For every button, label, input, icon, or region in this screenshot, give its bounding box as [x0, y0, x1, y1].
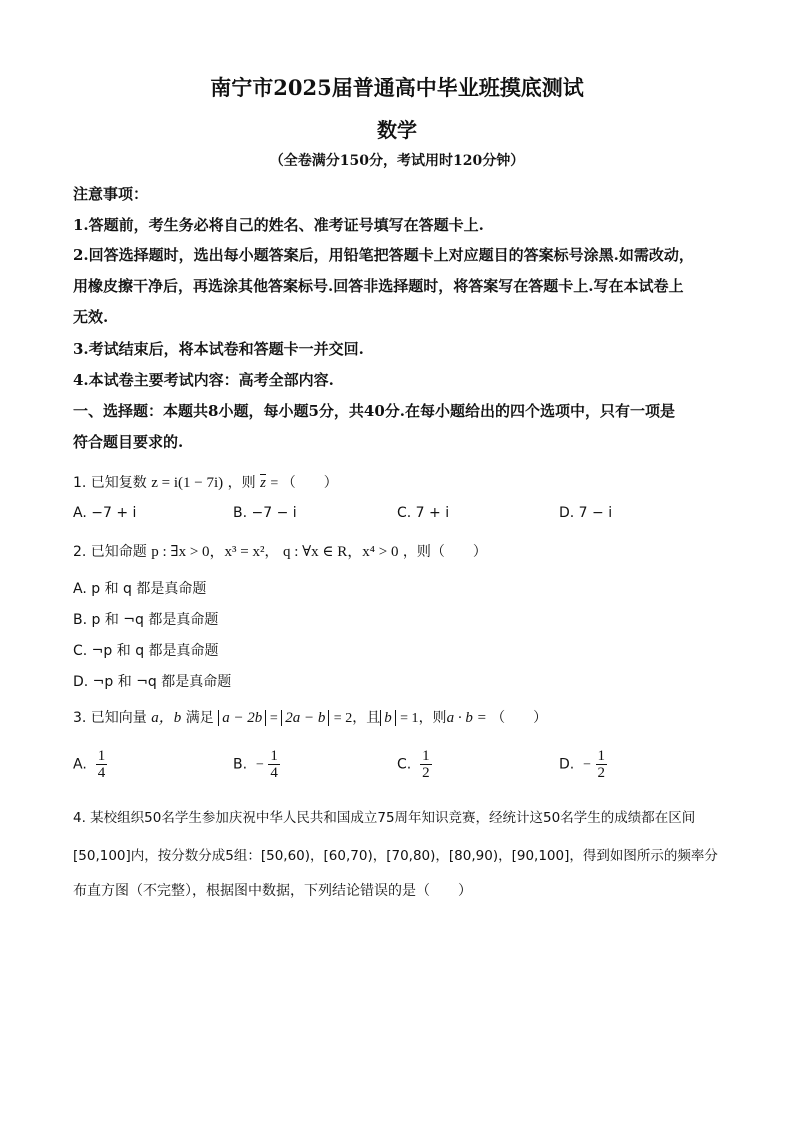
q3-vectors: a，b — [151, 710, 182, 726]
section-1-heading-line-2: 符合题目要求的. — [73, 433, 184, 451]
q3-option-a-fraction: $\frac{1}{4}$ — [97, 748, 106, 781]
notice-heading: 注意事项： — [73, 185, 149, 203]
q3-option-b: B. − $\frac{1}{4}$ — [233, 748, 278, 781]
q3-option-d: D. − $\frac{1}{2}$ — [559, 748, 605, 781]
q3-condition-1: a − 2b — [218, 710, 266, 726]
q1-expression: z = i(1 − 7i) — [151, 475, 224, 491]
q1-conjugate: z — [260, 475, 266, 491]
notice-item-1: 1.答题前，考生务必将自己的姓名、准考证号填写在答题卡上. — [73, 216, 484, 234]
question-1-stem: 1. 已知复数 z = i(1 − 7i) ，则 z = （ ） — [73, 475, 338, 491]
q1-option-c: C. 7 + i — [397, 505, 450, 521]
q3-condition-2: 2a − b — [281, 710, 329, 726]
notice-item-2-line-3: 无效. — [73, 308, 109, 326]
q3-option-c: C. $\frac{1}{2}$ — [397, 748, 430, 781]
question-2-stem: 2. 已知命题 p : ∃x > 0，x³ = x²， q : ∀x ∈ R，x⁴ > 0 ，则（ ） — [73, 544, 487, 560]
notice-item-2-line-2: 用橡皮擦干净后，再选涂其他答案标号.回答非选择题时，将答案写在答题卡上.写在本试卷上 — [73, 277, 684, 295]
question-4-line-2: [50,100]内，按分数分成5组：[50,60)，[60,70)，[70,80)，[80,90)，[90,100]，得到如图所示的频率分 — [73, 848, 718, 864]
question-4-line-1: 4. 某校组织50名学生参加庆祝中华人民共和国成立75周年知识竞赛，经统计这50名学生的成绩都在区间 — [73, 810, 696, 826]
exam-info: （全卷满分150分，考试用时120分钟） — [269, 153, 525, 169]
q2-option-c: C. ¬p 和 q 都是真命题 — [73, 643, 219, 659]
q3-option-d-fraction: $\frac{1}{2}$ — [597, 748, 605, 781]
q3-option-a: A. $\frac{1}{4}$ — [73, 748, 106, 781]
q2-option-b: B. p 和 ¬q 都是真命题 — [73, 612, 219, 628]
subject-title: 数学 — [377, 118, 417, 142]
q2-option-d: D. ¬p 和 ¬q 都是真命题 — [73, 674, 232, 690]
q2-proposition-p: p : ∃x > 0，x³ = x² — [151, 544, 265, 560]
q1-option-a: A. −7 + i — [73, 505, 137, 521]
q3-option-c-fraction: $\frac{1}{2}$ — [422, 748, 430, 781]
notice-item-3: 3.考试结束后，将本试卷和答题卡一并交回. — [73, 340, 364, 358]
q3-b-magnitude: b — [380, 710, 396, 726]
question-3-stem: 3. 已知向量 a，b 满足 a − 2b = 2a − b = 2，且 b = 1，则a · b = （ ） — [73, 710, 548, 726]
section-1-heading-line-1: 一、选择题：本题共8小题，每小题5分，共40分.在每小题给出的四个选项中，只有一项是 — [73, 402, 675, 420]
q1-option-d: D. 7 − i — [559, 505, 613, 521]
q3-option-b-fraction: $\frac{1}{4}$ — [270, 748, 278, 781]
q1-option-b: B. −7 − i — [233, 505, 297, 521]
notice-item-2-line-1: 2.回答选择题时，选出每小题答案后，用铅笔把答题卡上对应题目的答案标号涂黑.如需改动， — [73, 246, 694, 264]
question-4-line-3: 布直方图（不完整），根据图中数据，下列结论错误的是（ ） — [73, 883, 472, 899]
q3-dot-product: a · b = — [446, 710, 487, 726]
q2-option-a: A. p 和 q 都是真命题 — [73, 581, 207, 597]
notice-item-4: 4.本试卷主要考试内容：高考全部内容. — [73, 371, 334, 389]
exam-title: 南宁市2025届普通高中毕业班摸底测试 — [210, 75, 584, 100]
q2-proposition-q: q : ∀x ∈ R，x⁴ > 0 — [282, 544, 399, 560]
